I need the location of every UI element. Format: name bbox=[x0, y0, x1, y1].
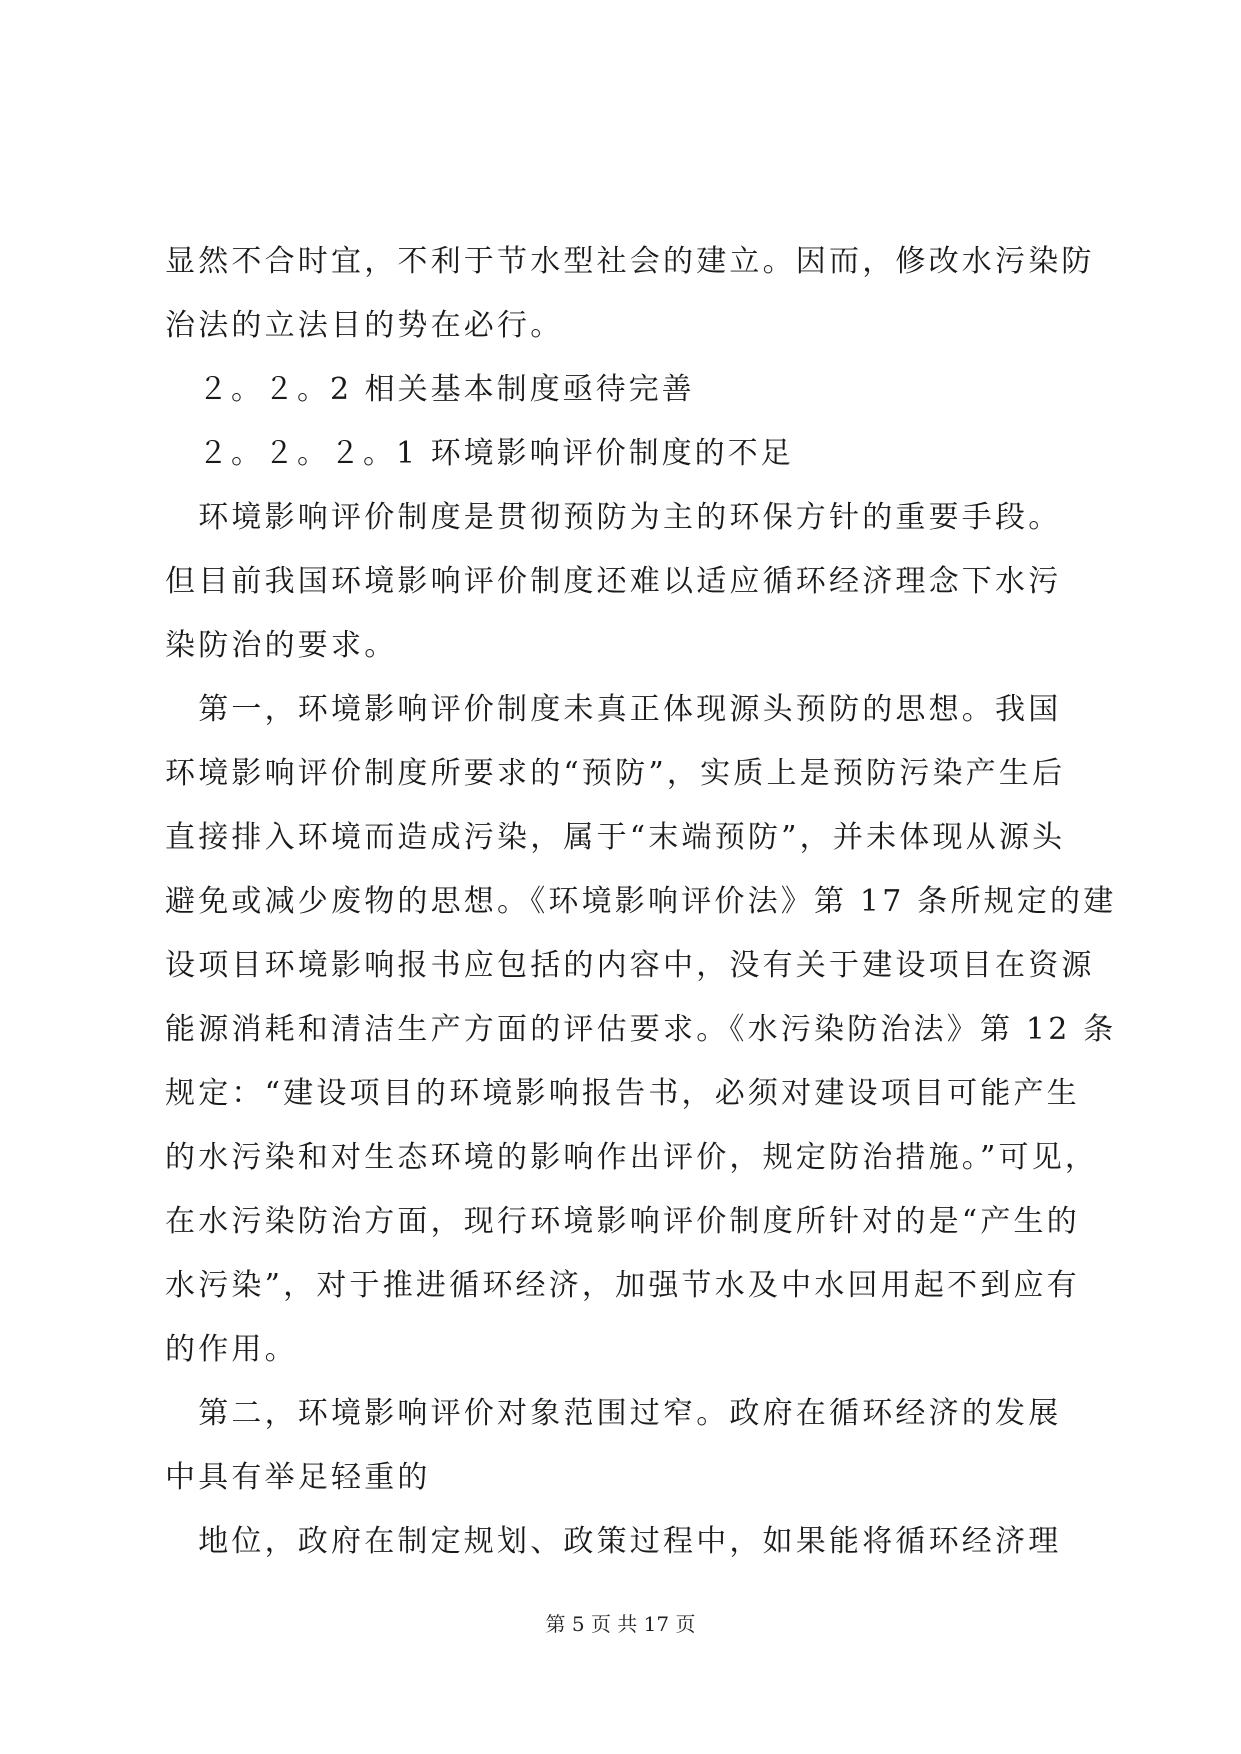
text-line: 在水污染防治方面，现行环境影响评价制度所针对的是“产生的 bbox=[165, 1204, 1080, 1239]
page-number: 第 5 页 共 17 页 bbox=[545, 1612, 696, 1636]
document-body bbox=[165, 230, 1117, 1574]
text-line: 环境影响评价制度所要求的“预防”，实质上是预防污染产生后 bbox=[165, 756, 1066, 791]
text-line: 地位，政府在制定规划、政策过程中，如果能将循环经济理 bbox=[165, 1524, 1062, 1559]
text-line: 治法的立法目的势在必行。 bbox=[165, 308, 564, 343]
text-line: 环境影响评价制度是贯彻预防为主的环保方针的重要手段。 bbox=[165, 500, 1062, 535]
subsection-heading: ２。２。２。1 环境影响评价制度的不足 bbox=[165, 436, 794, 471]
text-line: 显然不合时宜，不利于节水型社会的建立。因而，修改水污染防 bbox=[165, 244, 1095, 279]
text-line: 第一，环境影响评价制度未真正体现源头预防的思想。我国 bbox=[165, 692, 1062, 727]
section-heading: ２。２。2 相关基本制度亟待完善 bbox=[165, 372, 695, 407]
page-footer bbox=[0, 1608, 1241, 1637]
text-line: 直接排入环境而造成污染，属于“末端预防”，并未体现从源头 bbox=[165, 820, 1066, 855]
text-line: 但目前我国环境影响评价制度还难以适应循环经济理念下水污 bbox=[165, 564, 1062, 599]
text-line: 的水污染和对生态环境的影响作出评价，规定防治措施。”可见， bbox=[165, 1140, 1099, 1175]
text-line: 规定：“建设项目的环境影响报告书，必须对建设项目可能产生 bbox=[165, 1076, 1080, 1111]
text-line: 设项目环境影响报书应包括的内容中，没有关于建设项目在资源 bbox=[165, 948, 1095, 983]
text-line: 第二，环境影响评价对象范围过窄。政府在循环经济的发展 bbox=[165, 1396, 1062, 1431]
text-line: 避免或减少废物的思想。《环境影响评价法》第 17 条所规定的建 bbox=[165, 884, 1117, 919]
text-line: 中具有举足轻重的 bbox=[165, 1460, 431, 1495]
text-line: 的作用。 bbox=[165, 1332, 298, 1367]
text-line: 染防治的要求。 bbox=[165, 628, 398, 663]
text-line: 能源消耗和清洁生产方面的评估要求。《水污染防治法》第 12 条 bbox=[165, 1012, 1117, 1047]
text-line: 水污染”，对于推进循环经济，加强节水及中水回用起不到应有 bbox=[165, 1268, 1080, 1303]
